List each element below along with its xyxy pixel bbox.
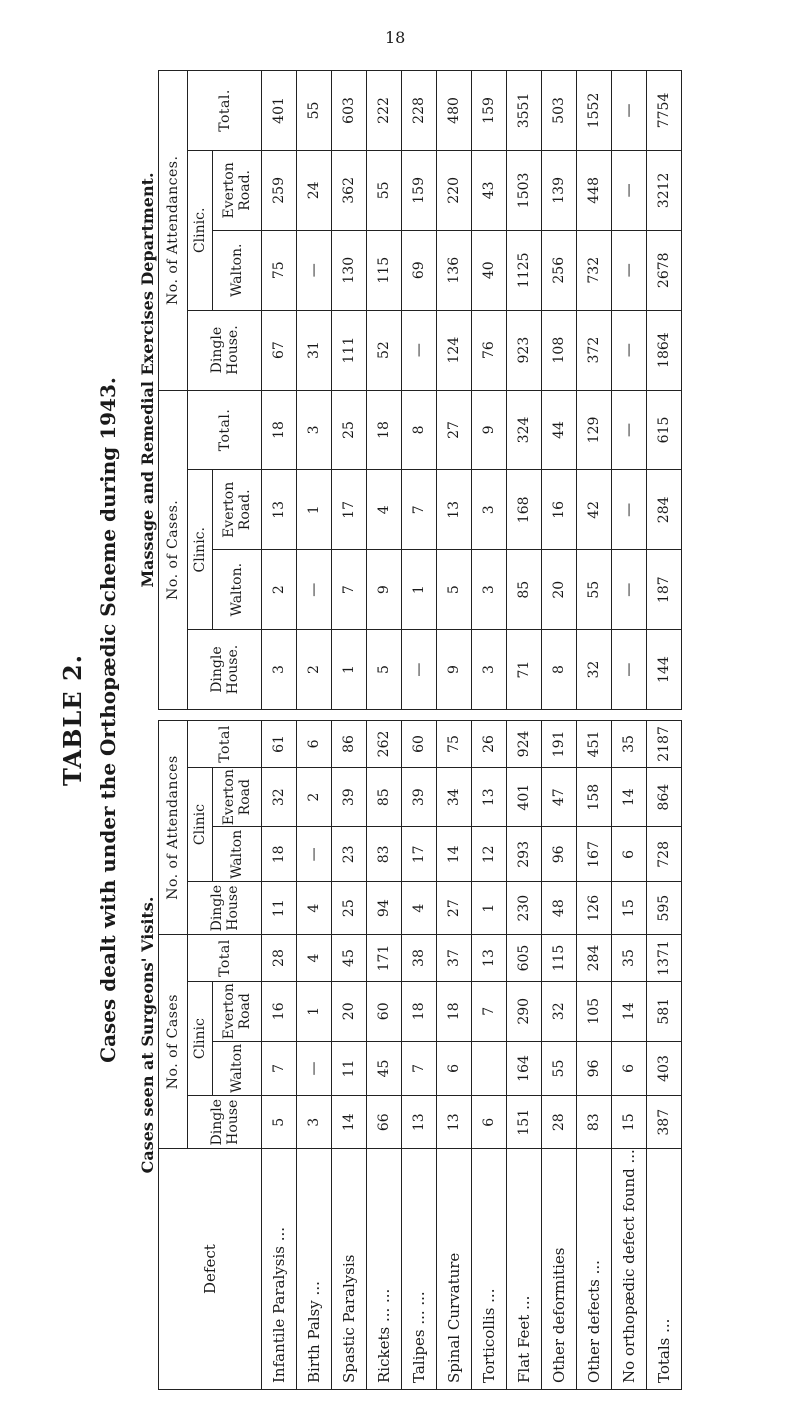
total-cases-cell: 171 xyxy=(367,935,402,982)
everton-road-cases-cell: 13 xyxy=(437,470,472,550)
walton-attendances-cell: 96 xyxy=(542,827,577,882)
total-attendances-cell: 262 xyxy=(367,721,402,768)
everton-road-cases-cell: — xyxy=(612,470,647,550)
dingle-house-attendances-cell: 372 xyxy=(577,310,612,390)
total-attendances-cell: 228 xyxy=(402,71,437,151)
walton-attendances-total: 728 xyxy=(647,827,682,882)
dingle-house-attendances-cell: 76 xyxy=(472,310,507,390)
walton-attendances-cell: 136 xyxy=(437,230,472,310)
table-row xyxy=(507,71,542,710)
walton-cases-cell: 7 xyxy=(402,1041,437,1096)
dingle-house-header: Dingle House xyxy=(188,882,262,935)
table-row xyxy=(367,71,402,710)
everton-road-attendances-cell: 55 xyxy=(367,150,402,230)
walton-cases-cell: 5 xyxy=(437,550,472,630)
total-attendances-cell: 60 xyxy=(402,721,437,768)
everton-road-cases-cell: 1 xyxy=(297,981,332,1041)
walton-header: Walton xyxy=(213,1041,262,1096)
everton-road-attendances-cell: 2 xyxy=(297,767,332,827)
total-attendances-cell: 1552 xyxy=(577,71,612,151)
total-cases-cell: 25 xyxy=(332,390,367,470)
everton-road-cases-cell: 18 xyxy=(402,981,437,1041)
table-row xyxy=(542,721,577,1390)
totals-row xyxy=(647,71,682,710)
walton-cases-cell xyxy=(472,1041,507,1096)
table-row xyxy=(297,721,332,1390)
walton-cases-cell: 6 xyxy=(437,1041,472,1096)
total-cases-cell: 13 xyxy=(472,935,507,982)
dingle-house-cases-cell: 8 xyxy=(542,630,577,710)
everton-road-cases-cell: 32 xyxy=(542,981,577,1041)
dingle-house-cases-cell: — xyxy=(402,630,437,710)
walton-cases-total: 403 xyxy=(647,1041,682,1096)
everton-road-cases-cell: 290 xyxy=(507,981,542,1041)
dingle-house-cases-cell: 32 xyxy=(577,630,612,710)
everton-road-attendances-cell: 32 xyxy=(262,767,297,827)
everton-road-cases-cell: 3 xyxy=(472,470,507,550)
page-number: 18 xyxy=(385,28,406,47)
dingle-house-cases-cell: 9 xyxy=(437,630,472,710)
walton-cases-cell: 2 xyxy=(262,550,297,630)
everton-road-cases-cell: 42 xyxy=(577,470,612,550)
walton-cases-cell: 6 xyxy=(612,1041,647,1096)
dingle-house-attendances-cell: 11 xyxy=(262,882,297,935)
total-attendances-total: 7754 xyxy=(647,71,682,151)
walton-attendances-total: 2678 xyxy=(647,230,682,310)
dingle-house-attendances-cell: 27 xyxy=(437,882,472,935)
dingle-house-cases-cell: 83 xyxy=(577,1096,612,1149)
walton-attendances-cell: 167 xyxy=(577,827,612,882)
walton-attendances-cell: 40 xyxy=(472,230,507,310)
dingle-house-cases-cell: 1 xyxy=(332,630,367,710)
total-attendances-cell: 222 xyxy=(367,71,402,151)
total-cases-cell: 37 xyxy=(437,935,472,982)
walton-cases-cell: 164 xyxy=(507,1041,542,1096)
walton-cases-total: 187 xyxy=(647,550,682,630)
everton-road-cases-cell: 105 xyxy=(577,981,612,1041)
walton-cases-cell: — xyxy=(612,550,647,630)
total-cases-cell: 4 xyxy=(297,935,332,982)
surgeons-visits-rows xyxy=(262,721,682,1390)
dingle-house-attendances-cell: 126 xyxy=(577,882,612,935)
total-cases-cell: 8 xyxy=(402,390,437,470)
total-cases-cell: 27 xyxy=(437,390,472,470)
total-cases-cell: 115 xyxy=(542,935,577,982)
everton-road-cases-cell: 16 xyxy=(262,981,297,1041)
everton-road-cases-total: 581 xyxy=(647,981,682,1041)
defect-label: Other deformities xyxy=(542,1149,577,1390)
walton-attendances-cell: 115 xyxy=(367,230,402,310)
walton-attendances-cell: — xyxy=(612,230,647,310)
cases-header: No. of Cases. xyxy=(159,390,188,709)
dingle-house-cases-cell: 71 xyxy=(507,630,542,710)
defect-header: Defect xyxy=(159,1149,262,1390)
total-cases-cell: 605 xyxy=(507,935,542,982)
everton-road-cases-cell: 4 xyxy=(367,470,402,550)
walton-attendances-cell: 23 xyxy=(332,827,367,882)
everton-road-cases-cell: 60 xyxy=(367,981,402,1041)
total-cases-cell: 284 xyxy=(577,935,612,982)
table-row xyxy=(367,721,402,1390)
total-cases-cell: 18 xyxy=(262,390,297,470)
dingle-house-cases-cell: 15 xyxy=(612,1096,647,1149)
total-attendances-cell: 61 xyxy=(262,721,297,768)
table-row xyxy=(332,71,367,710)
total-cases-cell: 28 xyxy=(262,935,297,982)
dingle-house-cases-cell: 3 xyxy=(262,630,297,710)
dingle-house-attendances-cell: 31 xyxy=(297,310,332,390)
table-row xyxy=(297,71,332,710)
everton-road-attendances-cell: 448 xyxy=(577,150,612,230)
everton-road-cases-cell: 13 xyxy=(262,470,297,550)
total-attendances-cell: 159 xyxy=(472,71,507,151)
total-attendances-cell: 451 xyxy=(577,721,612,768)
totals-label: Totals ... xyxy=(647,1149,682,1390)
everton-road-attendances-cell: 14 xyxy=(612,767,647,827)
dingle-house-cases-cell: 13 xyxy=(437,1096,472,1149)
everton-road-attendances-cell: 39 xyxy=(402,767,437,827)
walton-attendances-cell: 18 xyxy=(262,827,297,882)
dingle-house-cases-cell: 66 xyxy=(367,1096,402,1149)
table-row xyxy=(437,721,472,1390)
dingle-house-attendances-cell: 923 xyxy=(507,310,542,390)
walton-cases-cell: 96 xyxy=(577,1041,612,1096)
walton-cases-cell: 85 xyxy=(507,550,542,630)
massage-department-rows xyxy=(262,71,682,710)
walton-attendances-cell: 293 xyxy=(507,827,542,882)
total-attendances-cell: — xyxy=(612,71,647,151)
total-cases-cell: 9 xyxy=(472,390,507,470)
dingle-house-cases-cell: 5 xyxy=(262,1096,297,1149)
walton-attendances-cell: 732 xyxy=(577,230,612,310)
dingle-house-header: Dingle House. xyxy=(188,310,262,390)
everton-road-cases-cell: 17 xyxy=(332,470,367,550)
defect-label: Spinal Curvature xyxy=(437,1149,472,1390)
everton-road-cases-cell: 168 xyxy=(507,470,542,550)
total-attendances-cell: 6 xyxy=(297,721,332,768)
walton-cases-cell: — xyxy=(297,550,332,630)
everton-road-attendances-cell: 159 xyxy=(402,150,437,230)
everton-road-attendances-cell: 362 xyxy=(332,150,367,230)
clinic-header: Clinic. xyxy=(188,470,213,630)
clinic-header: Clinic xyxy=(188,767,213,881)
walton-cases-cell: 1 xyxy=(402,550,437,630)
dingle-house-cases-cell: — xyxy=(612,630,647,710)
table-row xyxy=(437,71,472,710)
cases-header: No. of Cases xyxy=(159,935,188,1149)
defect-label: No orthopædic defect found ... xyxy=(612,1149,647,1390)
walton-cases-cell: 55 xyxy=(542,1041,577,1096)
walton-attendances-cell: 12 xyxy=(472,827,507,882)
dingle-house-cases-cell: 14 xyxy=(332,1096,367,1149)
everton-road-cases-cell: 20 xyxy=(332,981,367,1041)
total-header: Total xyxy=(188,721,262,768)
walton-attendances-cell: 17 xyxy=(402,827,437,882)
everton-road-attendances-cell: 47 xyxy=(542,767,577,827)
dingle-house-attendances-cell: — xyxy=(612,310,647,390)
everton-road-attendances-cell: 43 xyxy=(472,150,507,230)
dingle-house-attendances-cell: 124 xyxy=(437,310,472,390)
table-row xyxy=(472,721,507,1390)
everton-road-header: Everton Road xyxy=(213,767,262,827)
everton-road-attendances-cell: 39 xyxy=(332,767,367,827)
dingle-house-attendances-cell: 52 xyxy=(367,310,402,390)
dingle-house-header: Dingle House. xyxy=(188,630,262,710)
total-header: Total. xyxy=(188,71,262,151)
total-cases-cell: 45 xyxy=(332,935,367,982)
totals-row xyxy=(647,721,682,1390)
table-row xyxy=(472,71,507,710)
table-number: TABLE 2. xyxy=(58,653,87,787)
total-attendances-cell: 401 xyxy=(262,71,297,151)
dingle-house-attendances-cell: 108 xyxy=(542,310,577,390)
dingle-house-attendances-cell: 67 xyxy=(262,310,297,390)
total-attendances-cell: 86 xyxy=(332,721,367,768)
dingle-house-cases-cell: 6 xyxy=(472,1096,507,1149)
walton-attendances-cell: 1125 xyxy=(507,230,542,310)
total-attendances-cell: 191 xyxy=(542,721,577,768)
attendances-header: No. of Attendances xyxy=(159,721,188,935)
everton-road-attendances-cell: — xyxy=(612,150,647,230)
table-title: Cases dealt with under the Orthopædic Scheme during 1943. xyxy=(96,377,120,1063)
rotated-table-page xyxy=(48,50,768,1390)
walton-header: Walton xyxy=(213,827,262,882)
total-cases-cell: 38 xyxy=(402,935,437,982)
walton-cases-cell: 20 xyxy=(542,550,577,630)
walton-cases-cell: 55 xyxy=(577,550,612,630)
everton-road-attendances-cell: 1503 xyxy=(507,150,542,230)
total-attendances-cell: 75 xyxy=(437,721,472,768)
walton-cases-cell: 3 xyxy=(472,550,507,630)
dingle-house-cases-cell: 28 xyxy=(542,1096,577,1149)
walton-attendances-cell: 130 xyxy=(332,230,367,310)
total-cases-cell: 18 xyxy=(367,390,402,470)
total-attendances-cell: 480 xyxy=(437,71,472,151)
massage-department-table xyxy=(158,70,682,710)
table-row xyxy=(507,721,542,1390)
walton-header: Walton. xyxy=(213,230,262,310)
everton-road-cases-cell: 7 xyxy=(402,470,437,550)
total-cases-cell: 3 xyxy=(297,390,332,470)
everton-road-cases-total: 284 xyxy=(647,470,682,550)
clinic-header: Clinic. xyxy=(188,150,213,310)
everton-road-attendances-total: 3212 xyxy=(647,150,682,230)
defect-label: Talipes ... ... xyxy=(402,1149,437,1390)
everton-road-cases-cell: 1 xyxy=(297,470,332,550)
dingle-house-attendances-cell: 4 xyxy=(297,882,332,935)
dingle-house-cases-cell: 13 xyxy=(402,1096,437,1149)
defect-label: Spastic Paralysis xyxy=(332,1149,367,1390)
dingle-house-attendances-cell: 25 xyxy=(332,882,367,935)
dingle-house-attendances-cell: 94 xyxy=(367,882,402,935)
walton-cases-cell: 7 xyxy=(332,550,367,630)
dingle-house-attendances-cell: — xyxy=(402,310,437,390)
dingle-house-attendances-total: 595 xyxy=(647,882,682,935)
defect-label: Infantile Paralysis ... xyxy=(262,1149,297,1390)
table-row xyxy=(577,721,612,1390)
dingle-house-cases-cell: 5 xyxy=(367,630,402,710)
massage-department-title: Massage and Remedial Exercises Department. xyxy=(138,172,157,588)
total-attendances-cell: 603 xyxy=(332,71,367,151)
table-row xyxy=(402,721,437,1390)
dingle-house-attendances-cell: 230 xyxy=(507,882,542,935)
everton-road-header: Everton Road. xyxy=(213,470,262,550)
table-row xyxy=(332,721,367,1390)
everton-road-cases-cell: 7 xyxy=(472,981,507,1041)
dingle-house-cases-cell: 151 xyxy=(507,1096,542,1149)
walton-attendances-cell: — xyxy=(297,230,332,310)
total-cases-total: 1371 xyxy=(647,935,682,982)
dingle-house-cases-total: 387 xyxy=(647,1096,682,1149)
everton-road-attendances-total: 864 xyxy=(647,767,682,827)
walton-cases-cell: 7 xyxy=(262,1041,297,1096)
total-cases-total: 615 xyxy=(647,390,682,470)
table-row xyxy=(262,721,297,1390)
everton-road-attendances-cell: 34 xyxy=(437,767,472,827)
walton-cases-cell: 45 xyxy=(367,1041,402,1096)
everton-road-cases-cell: 18 xyxy=(437,981,472,1041)
dingle-house-cases-total: 144 xyxy=(647,630,682,710)
everton-road-attendances-cell: 13 xyxy=(472,767,507,827)
total-cases-cell: — xyxy=(612,390,647,470)
everton-road-attendances-cell: 401 xyxy=(507,767,542,827)
total-attendances-cell: 35 xyxy=(612,721,647,768)
total-cases-cell: 35 xyxy=(612,935,647,982)
everton-road-attendances-cell: 259 xyxy=(262,150,297,230)
dingle-house-cases-cell: 3 xyxy=(297,1096,332,1149)
dingle-house-cases-cell: 2 xyxy=(297,630,332,710)
defect-label: Rickets ... ... xyxy=(367,1149,402,1390)
defect-label: Birth Palsy ... xyxy=(297,1149,332,1390)
walton-cases-cell: — xyxy=(297,1041,332,1096)
walton-cases-cell: 11 xyxy=(332,1041,367,1096)
dingle-house-attendances-cell: 48 xyxy=(542,882,577,935)
everton-road-attendances-cell: 220 xyxy=(437,150,472,230)
defect-label: Flat Feet ... xyxy=(507,1149,542,1390)
defect-label: Other defects ... xyxy=(577,1149,612,1390)
dingle-house-attendances-cell: 15 xyxy=(612,882,647,935)
total-attendances-total: 2187 xyxy=(647,721,682,768)
dingle-house-attendances-cell: 4 xyxy=(402,882,437,935)
surgeons-visits-title: Cases seen at Surgeons' Visits. xyxy=(138,896,157,1174)
dingle-house-attendances-cell: 1 xyxy=(472,882,507,935)
everton-road-attendances-cell: 139 xyxy=(542,150,577,230)
dingle-house-header: Dingle House xyxy=(188,1096,262,1149)
total-cases-cell: 129 xyxy=(577,390,612,470)
table-row xyxy=(612,71,647,710)
clinic-header: Clinic xyxy=(188,981,213,1095)
table-row xyxy=(577,71,612,710)
everton-road-attendances-cell: 85 xyxy=(367,767,402,827)
walton-header: Walton. xyxy=(213,550,262,630)
table-row xyxy=(262,71,297,710)
everton-road-cases-cell: 14 xyxy=(612,981,647,1041)
total-cases-cell: 44 xyxy=(542,390,577,470)
walton-attendances-cell: 6 xyxy=(612,827,647,882)
walton-attendances-cell: 69 xyxy=(402,230,437,310)
everton-road-attendances-cell: 24 xyxy=(297,150,332,230)
total-attendances-cell: 924 xyxy=(507,721,542,768)
walton-attendances-cell: 256 xyxy=(542,230,577,310)
everton-road-cases-cell: 16 xyxy=(542,470,577,550)
total-attendances-cell: 55 xyxy=(297,71,332,151)
dingle-house-cases-cell: 3 xyxy=(472,630,507,710)
total-attendances-cell: 3551 xyxy=(507,71,542,151)
total-attendances-cell: 26 xyxy=(472,721,507,768)
defect-label: Torticollis ... xyxy=(472,1149,507,1390)
walton-attendances-cell: 75 xyxy=(262,230,297,310)
walton-attendances-cell: 14 xyxy=(437,827,472,882)
walton-attendances-cell: — xyxy=(297,827,332,882)
total-cases-cell: 324 xyxy=(507,390,542,470)
everton-road-attendances-cell: 158 xyxy=(577,767,612,827)
dingle-house-attendances-cell: 111 xyxy=(332,310,367,390)
everton-road-header: Everton Road. xyxy=(213,150,262,230)
surgeons-visits-table xyxy=(158,720,682,1390)
attendances-header: No. of Attendances. xyxy=(159,71,188,391)
table-row xyxy=(402,71,437,710)
walton-cases-cell: 9 xyxy=(367,550,402,630)
total-header: Total. xyxy=(188,390,262,470)
everton-road-header: Everton Road xyxy=(213,981,262,1041)
table-row xyxy=(542,71,577,710)
table-row xyxy=(612,721,647,1390)
total-attendances-cell: 503 xyxy=(542,71,577,151)
walton-attendances-cell: 83 xyxy=(367,827,402,882)
dingle-house-attendances-total: 1864 xyxy=(647,310,682,390)
total-header: Total xyxy=(188,935,262,982)
